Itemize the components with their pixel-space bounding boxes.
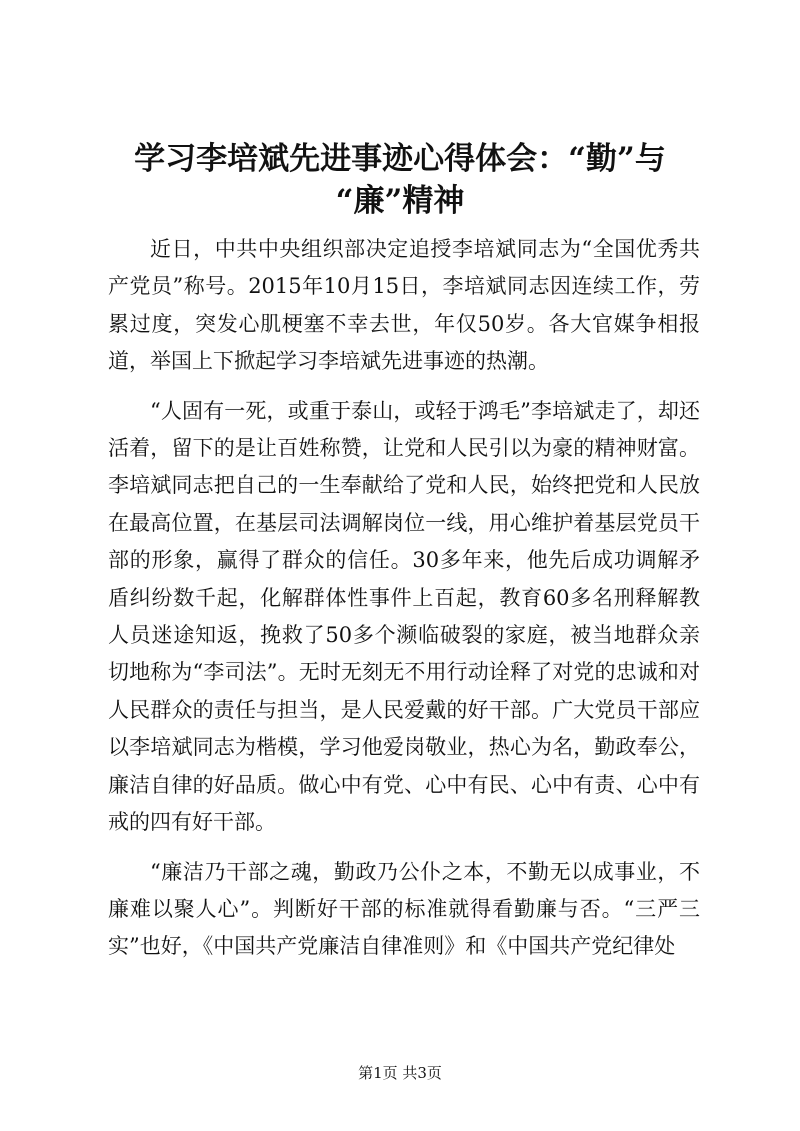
paragraph-2: “人固有一死，或重于泰山，或轻于鸿毛”李培斌走了，却还活着，留下的是让百姓称赞，让党和人民引以为豪的精神财富。李培斌同志把自己的一生奉献给了党和人民，始终把党和人民放在最高位置，在基层司法调解岗位一线，用心维护着基层党员干部的形象，赢得了群众的信任。30多年来，他先后成功调解矛盾纠纷数千起，化解群体性事件上百起，教育60多名刑释解教人员迷途知返，挽救了50多个濒临破裂的家庭，被当地群众亲切地称为“李司法”。无时无刻无不用行动诠释了对党的忠诚和对人民群众的责任与担当，是人民爱戴的好干部。广大党员干部应以李培斌同志为楷模，学习他爱岗敬业，热心为名，勤政奉公，廉洁自律的好品质。做心中有党、心中有民、心中有责、心中有戒的四有好干部。: [108, 398, 700, 835]
title-line-2: “廉”精神: [335, 183, 465, 219]
document-body: [108, 231, 700, 978]
title-line-1: 学习李培斌先进事迹心得体会：“勤”与: [134, 141, 666, 177]
page-footer: 第1页 共3页: [358, 1064, 442, 1082]
paragraph-1: 近日，中共中央组织部决定追授李培斌同志为“全国优秀共产党员”称号。2015年10月15日，李培斌同志因连续工作，劳累过度，突发心肌梗塞不幸去世，年仅50岁。各大官媒争相报道，举国上下掀起学习李培斌先进事迹的热潮。: [108, 237, 700, 374]
paragraph-3: “廉洁乃干部之魂，勤政乃公仆之本，不勤无以成事业，不廉难以聚人心”。判断好干部的标准就得看勤廉与否。“三严三实”也好，《中国共产党廉洁自律准则》和《中国共产党纪律处: [108, 859, 700, 959]
document-title: [100, 138, 700, 222]
